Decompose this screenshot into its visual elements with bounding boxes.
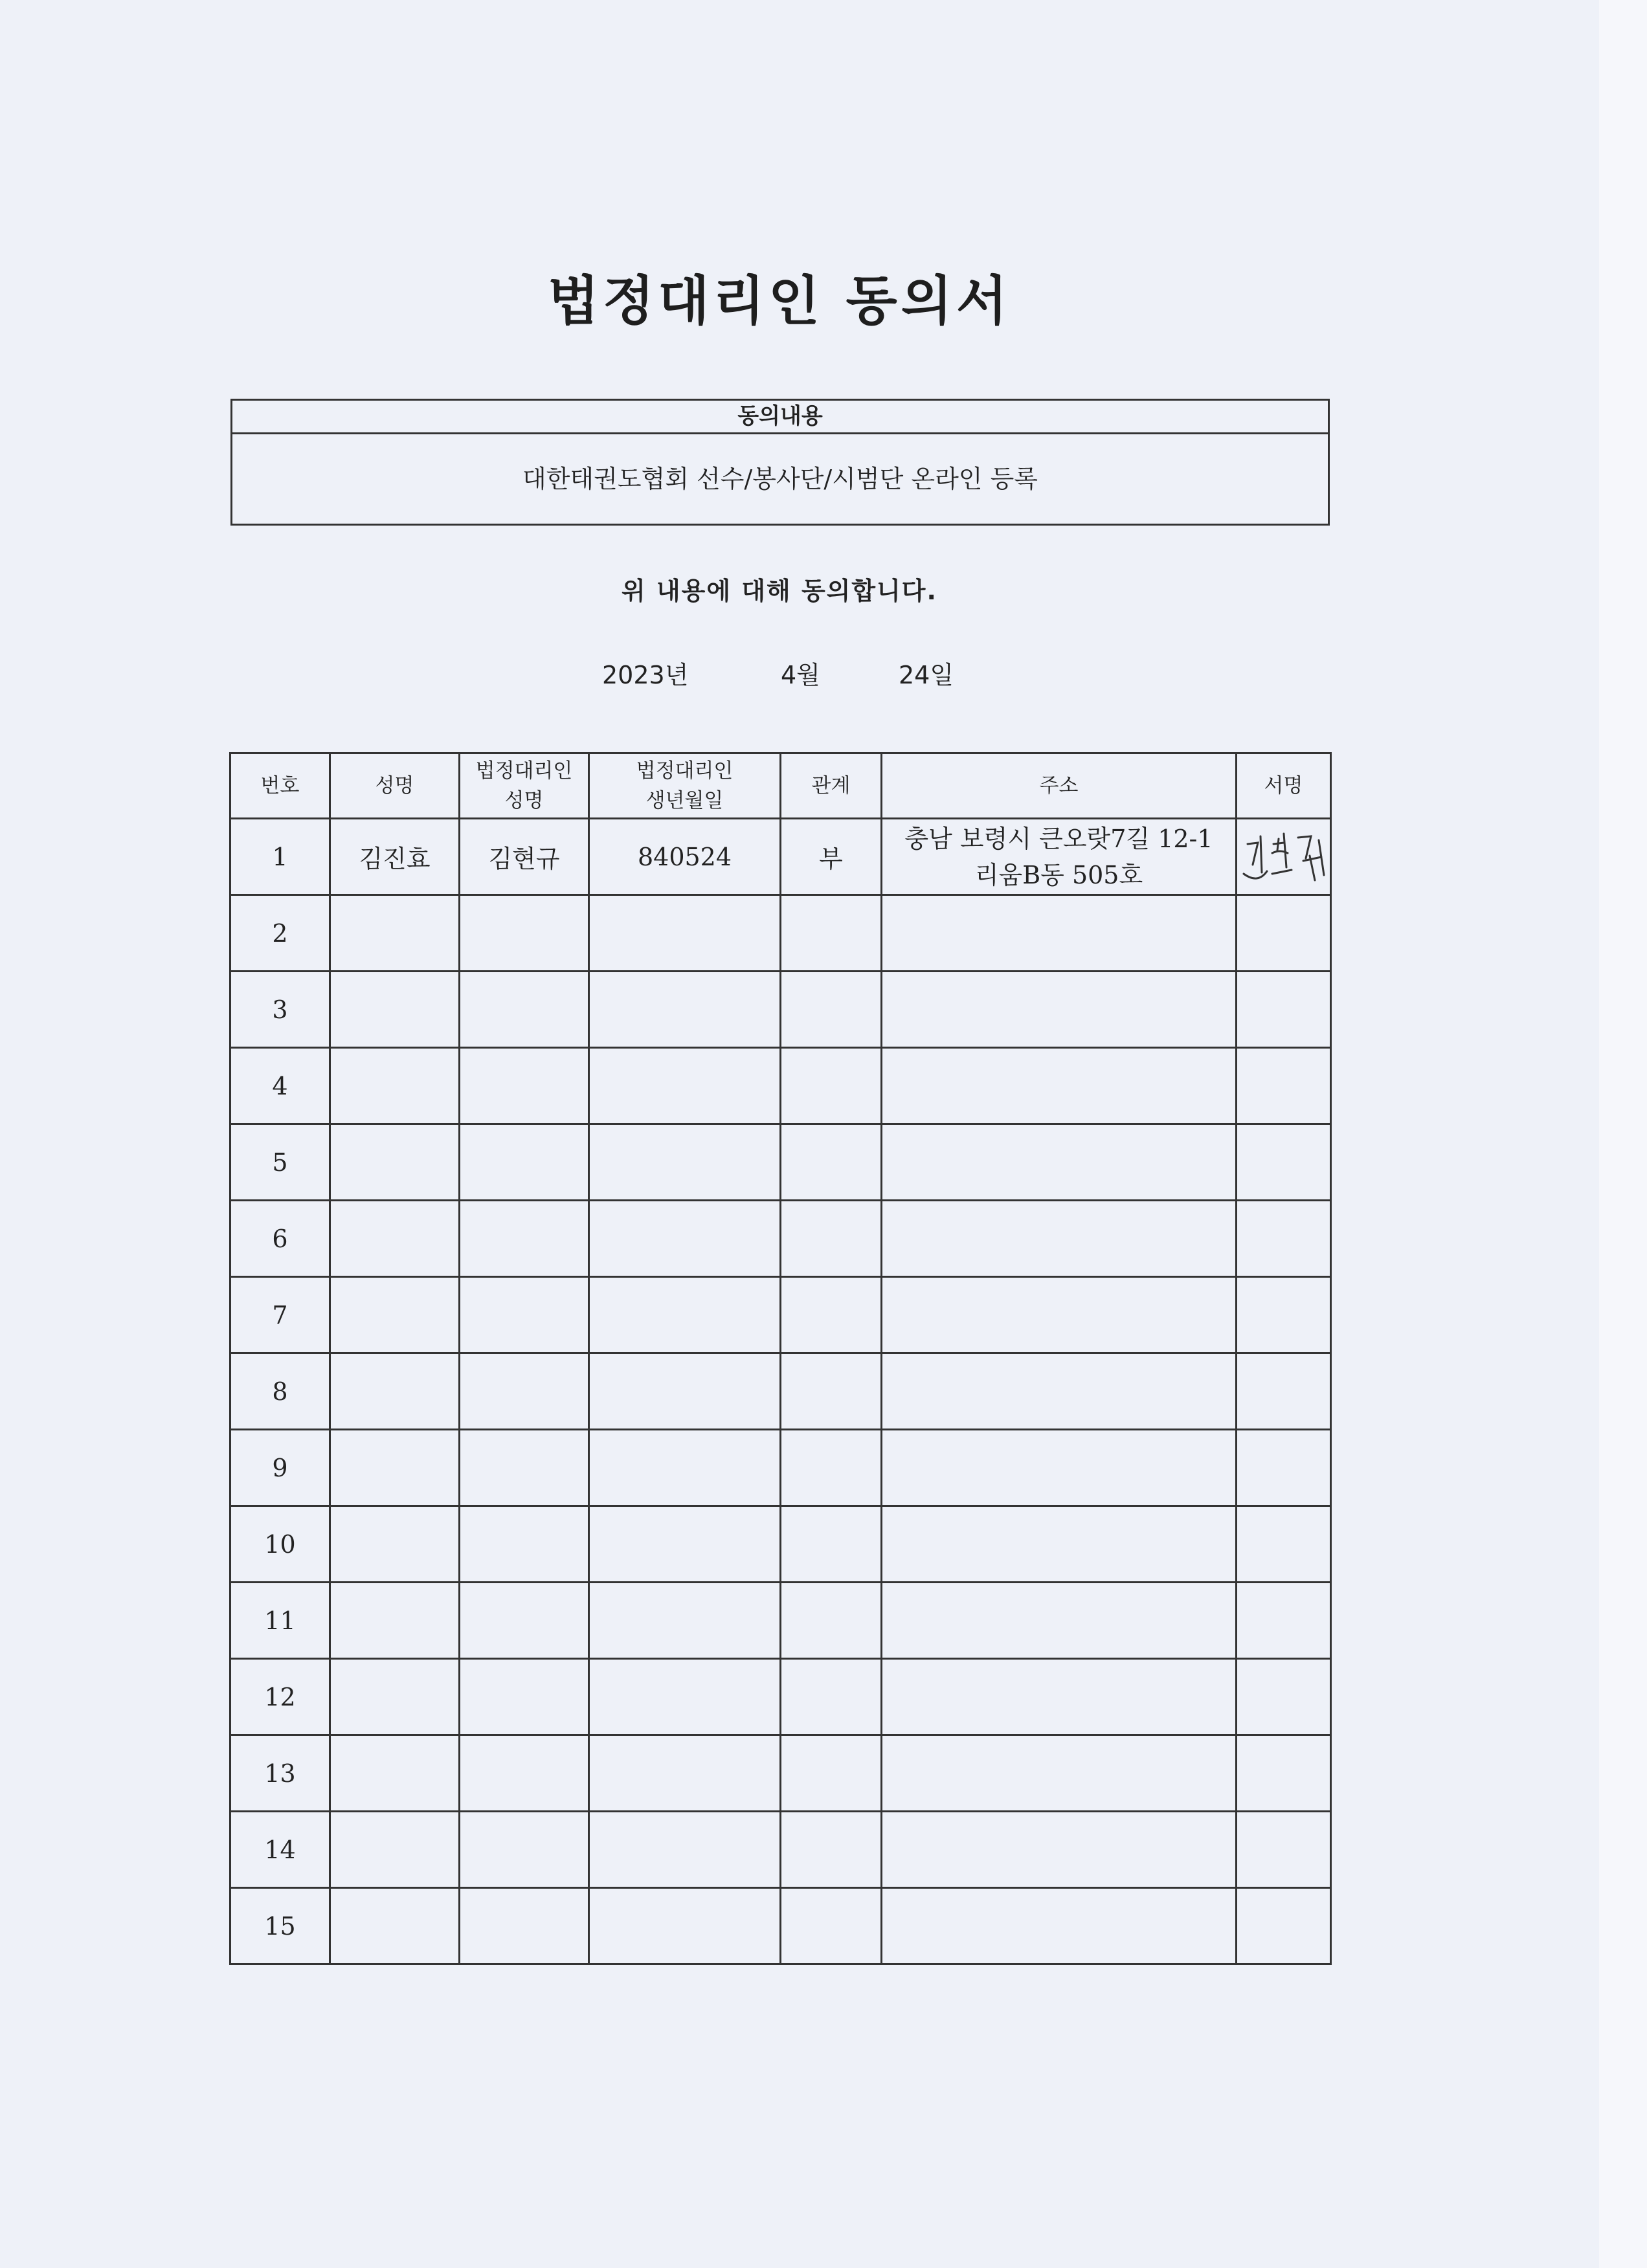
row-no: 4 bbox=[230, 1048, 330, 1124]
row-relation: 부 bbox=[781, 819, 882, 895]
header-guardian-name bbox=[460, 753, 589, 819]
row-no: 13 bbox=[230, 1735, 330, 1812]
table-row bbox=[230, 1124, 1331, 1201]
header-no: 번호 bbox=[230, 753, 330, 819]
header-relation: 관계 bbox=[781, 753, 882, 819]
table-row bbox=[230, 895, 1331, 972]
table-header-row bbox=[230, 753, 1331, 819]
table-row bbox=[230, 1888, 1331, 1964]
row-guardian-birth: 840524 bbox=[589, 819, 781, 895]
row-address-line2: 리움B동 505호 bbox=[974, 860, 1143, 889]
table-row bbox=[230, 1353, 1331, 1430]
row-address-line1: 충남 보령시 큰오랏7길 12-1 bbox=[904, 824, 1213, 853]
row-no: 10 bbox=[230, 1506, 330, 1583]
table-row bbox=[230, 1735, 1331, 1812]
table-row bbox=[230, 1583, 1331, 1659]
scan-edge bbox=[1599, 0, 1647, 2268]
table-row bbox=[230, 1659, 1331, 1735]
row-signature bbox=[1237, 819, 1331, 895]
row-no: 15 bbox=[230, 1888, 330, 1964]
roster-table bbox=[229, 752, 1332, 1965]
header-name: 성명 bbox=[330, 753, 460, 819]
table-row bbox=[230, 1201, 1331, 1277]
row-no: 14 bbox=[230, 1812, 330, 1888]
row-name: 김진효 bbox=[330, 819, 460, 895]
row-no: 5 bbox=[230, 1124, 330, 1201]
header-guardian-birth-line1: 법정대리인 bbox=[636, 759, 734, 783]
table-row bbox=[230, 1430, 1331, 1506]
header-signature: 서명 bbox=[1237, 753, 1331, 819]
header-guardian-name-line1: 법정대리인 bbox=[475, 759, 573, 783]
header-guardian-birth-line2: 생년월일 bbox=[645, 789, 724, 812]
row-no: 6 bbox=[230, 1201, 330, 1277]
consent-header: 동의내용 bbox=[232, 401, 1328, 434]
row-guardian-name: 김현규 bbox=[460, 819, 589, 895]
row-address bbox=[882, 819, 1237, 895]
row-no: 3 bbox=[230, 972, 330, 1048]
date-month: 4월 bbox=[781, 661, 820, 689]
table-row bbox=[230, 1812, 1331, 1888]
row-no: 12 bbox=[230, 1659, 330, 1735]
document-title: 법정대리인 동의서 bbox=[547, 271, 1012, 332]
agree-statement: 위 내용에 대해 동의합니다. bbox=[622, 577, 937, 605]
table-row bbox=[230, 819, 1331, 895]
row-no: 9 bbox=[230, 1430, 330, 1506]
header-address: 주소 bbox=[882, 753, 1237, 819]
row-no: 7 bbox=[230, 1277, 330, 1353]
row-no: 2 bbox=[230, 895, 330, 972]
header-guardian-name-line2: 성명 bbox=[504, 789, 544, 812]
consent-box bbox=[230, 399, 1330, 526]
consent-body: 대한태권도협회 선수/봉사단/시범단 온라인 등록 bbox=[522, 465, 1038, 493]
row-no: 8 bbox=[230, 1353, 330, 1430]
row-no: 11 bbox=[230, 1583, 330, 1659]
handwritten-signature bbox=[1238, 825, 1329, 889]
date-day: 24일 bbox=[899, 661, 954, 689]
table-row bbox=[230, 1277, 1331, 1353]
table-row bbox=[230, 1048, 1331, 1124]
date-year: 2023년 bbox=[602, 661, 689, 689]
header-guardian-birth bbox=[589, 753, 781, 819]
table-row bbox=[230, 1506, 1331, 1583]
table-row bbox=[230, 972, 1331, 1048]
row-no: 1 bbox=[230, 819, 330, 895]
